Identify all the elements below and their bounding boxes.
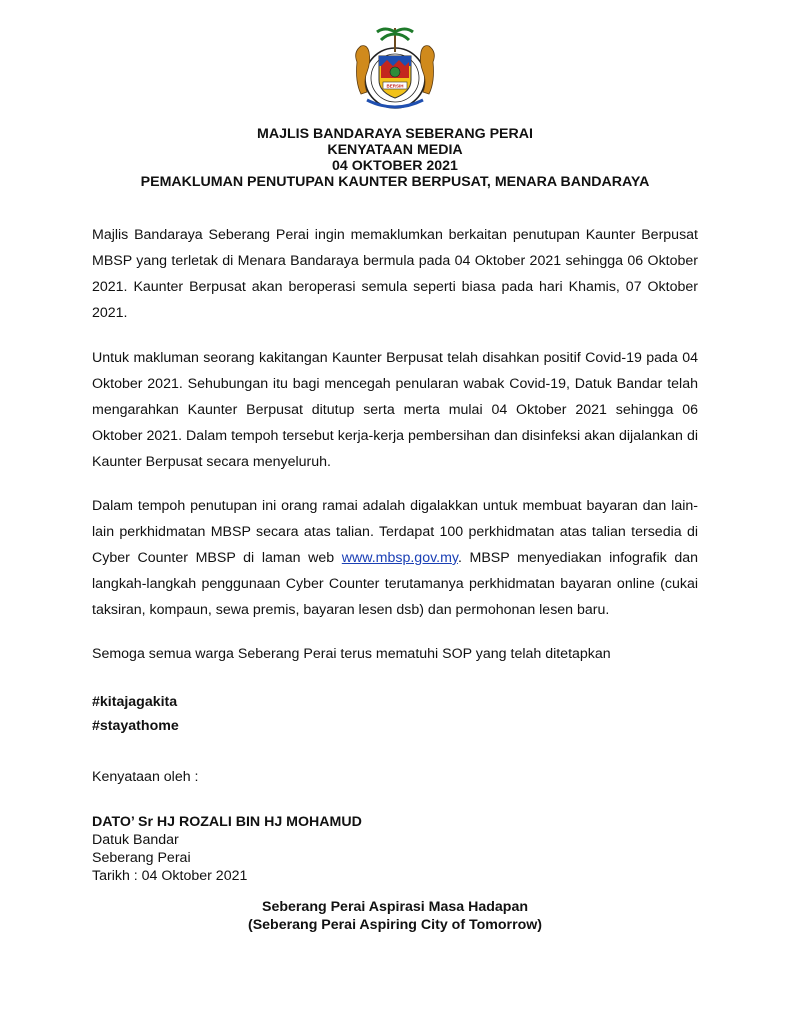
signer-place: Seberang Perai [92, 850, 191, 866]
statement-by-label: Kenyataan oleh : [92, 769, 199, 785]
statement-header [0, 126, 790, 190]
council-name: MAJLIS BANDARAYA SEBERANG PERAI [257, 126, 533, 142]
statement-title: PEMAKLUMAN PENUTUPAN KAUNTER BERPUSAT, MENARA BANDARAYA [140, 174, 650, 190]
online-services-text-end: . MBSP menyediakan infografik dan langkah-langkah penggunaan Cyber Counter terutamanya perkhidmatan bayaran online (cukai taksiran, kompaun, sewa premis, bayaran lesen dsb) dan permohonan lesen baru. [92, 550, 698, 618]
statement-date: 04 OKTOBER 2021 [332, 158, 458, 174]
slogan-english: (Seberang Perai Aspiring City of Tomorrow) [247, 917, 543, 933]
document-type: KENYATAAN MEDIA [327, 142, 463, 158]
slogan-malay: Seberang Perai Aspirasi Masa Hadapan [262, 899, 528, 915]
signer-date: Tarikh : 04 Oktober 2021 [92, 868, 248, 884]
paragraph-online-services [92, 493, 698, 623]
paragraph-sop-reminder: Semoga semua warga Seberang Perai terus mematuhi SOP yang telah ditetapkan [92, 646, 611, 662]
signer-title: Datuk Bandar [92, 832, 179, 848]
crest-banner-text: BERSIH [386, 83, 404, 89]
hashtag-kitajagakita: #kitajagakita [92, 694, 178, 710]
hashtag-stayathome: #stayathome [92, 718, 179, 734]
signer-block [92, 813, 362, 885]
paragraph-closure-notice: Majlis Bandaraya Seberang Perai ingin memaklumkan berkaitan penutupan Kaunter Berpusat MBSP yang terletak di Menara Bandaraya bermula pada 04 Oktober 2021 sehingga 06 Oktober 2021. Kaunter Berpusat akan beroperasi semula seperti biasa pada hari Khamis, 07 Oktober 2021. [92, 227, 698, 321]
slogan-block [0, 898, 790, 934]
signer-name: DATO’ Sr HJ ROZALI BIN HJ MOHAMUD [92, 814, 362, 830]
council-crest-logo [345, 22, 445, 114]
paragraph-covid-case: Untuk makluman seorang kakitangan Kaunter Berpusat telah disahkan positif Covid-19 pada 04 Oktober 2021. Sehubungan itu bagi mencegah penularan wabak Covid-19, Datuk Bandar telah mengarahkan Kaunter Berpusat ditutup serta merta mulai 04 Oktober 2021 sehingga 06 Oktober 2021. Dalam tempoh tersebut kerja-kerja pembersihan dan disinfeksi akan dijalankan di Kaunter Berpusat secara menyeluruh. [92, 350, 698, 470]
mbsp-website-link[interactable]: www.mbsp.gov.my [341, 550, 458, 566]
online-services-text-start: Dalam tempoh penutupan ini orang ramai adalah digalakkan untuk membuat bayaran dan lain-lain perkhidmatan MBSP secara atas talian. Terdapat 100 perkhidmatan atas talian tersedia di Cyber Counter MBSP di laman web [92, 498, 698, 566]
